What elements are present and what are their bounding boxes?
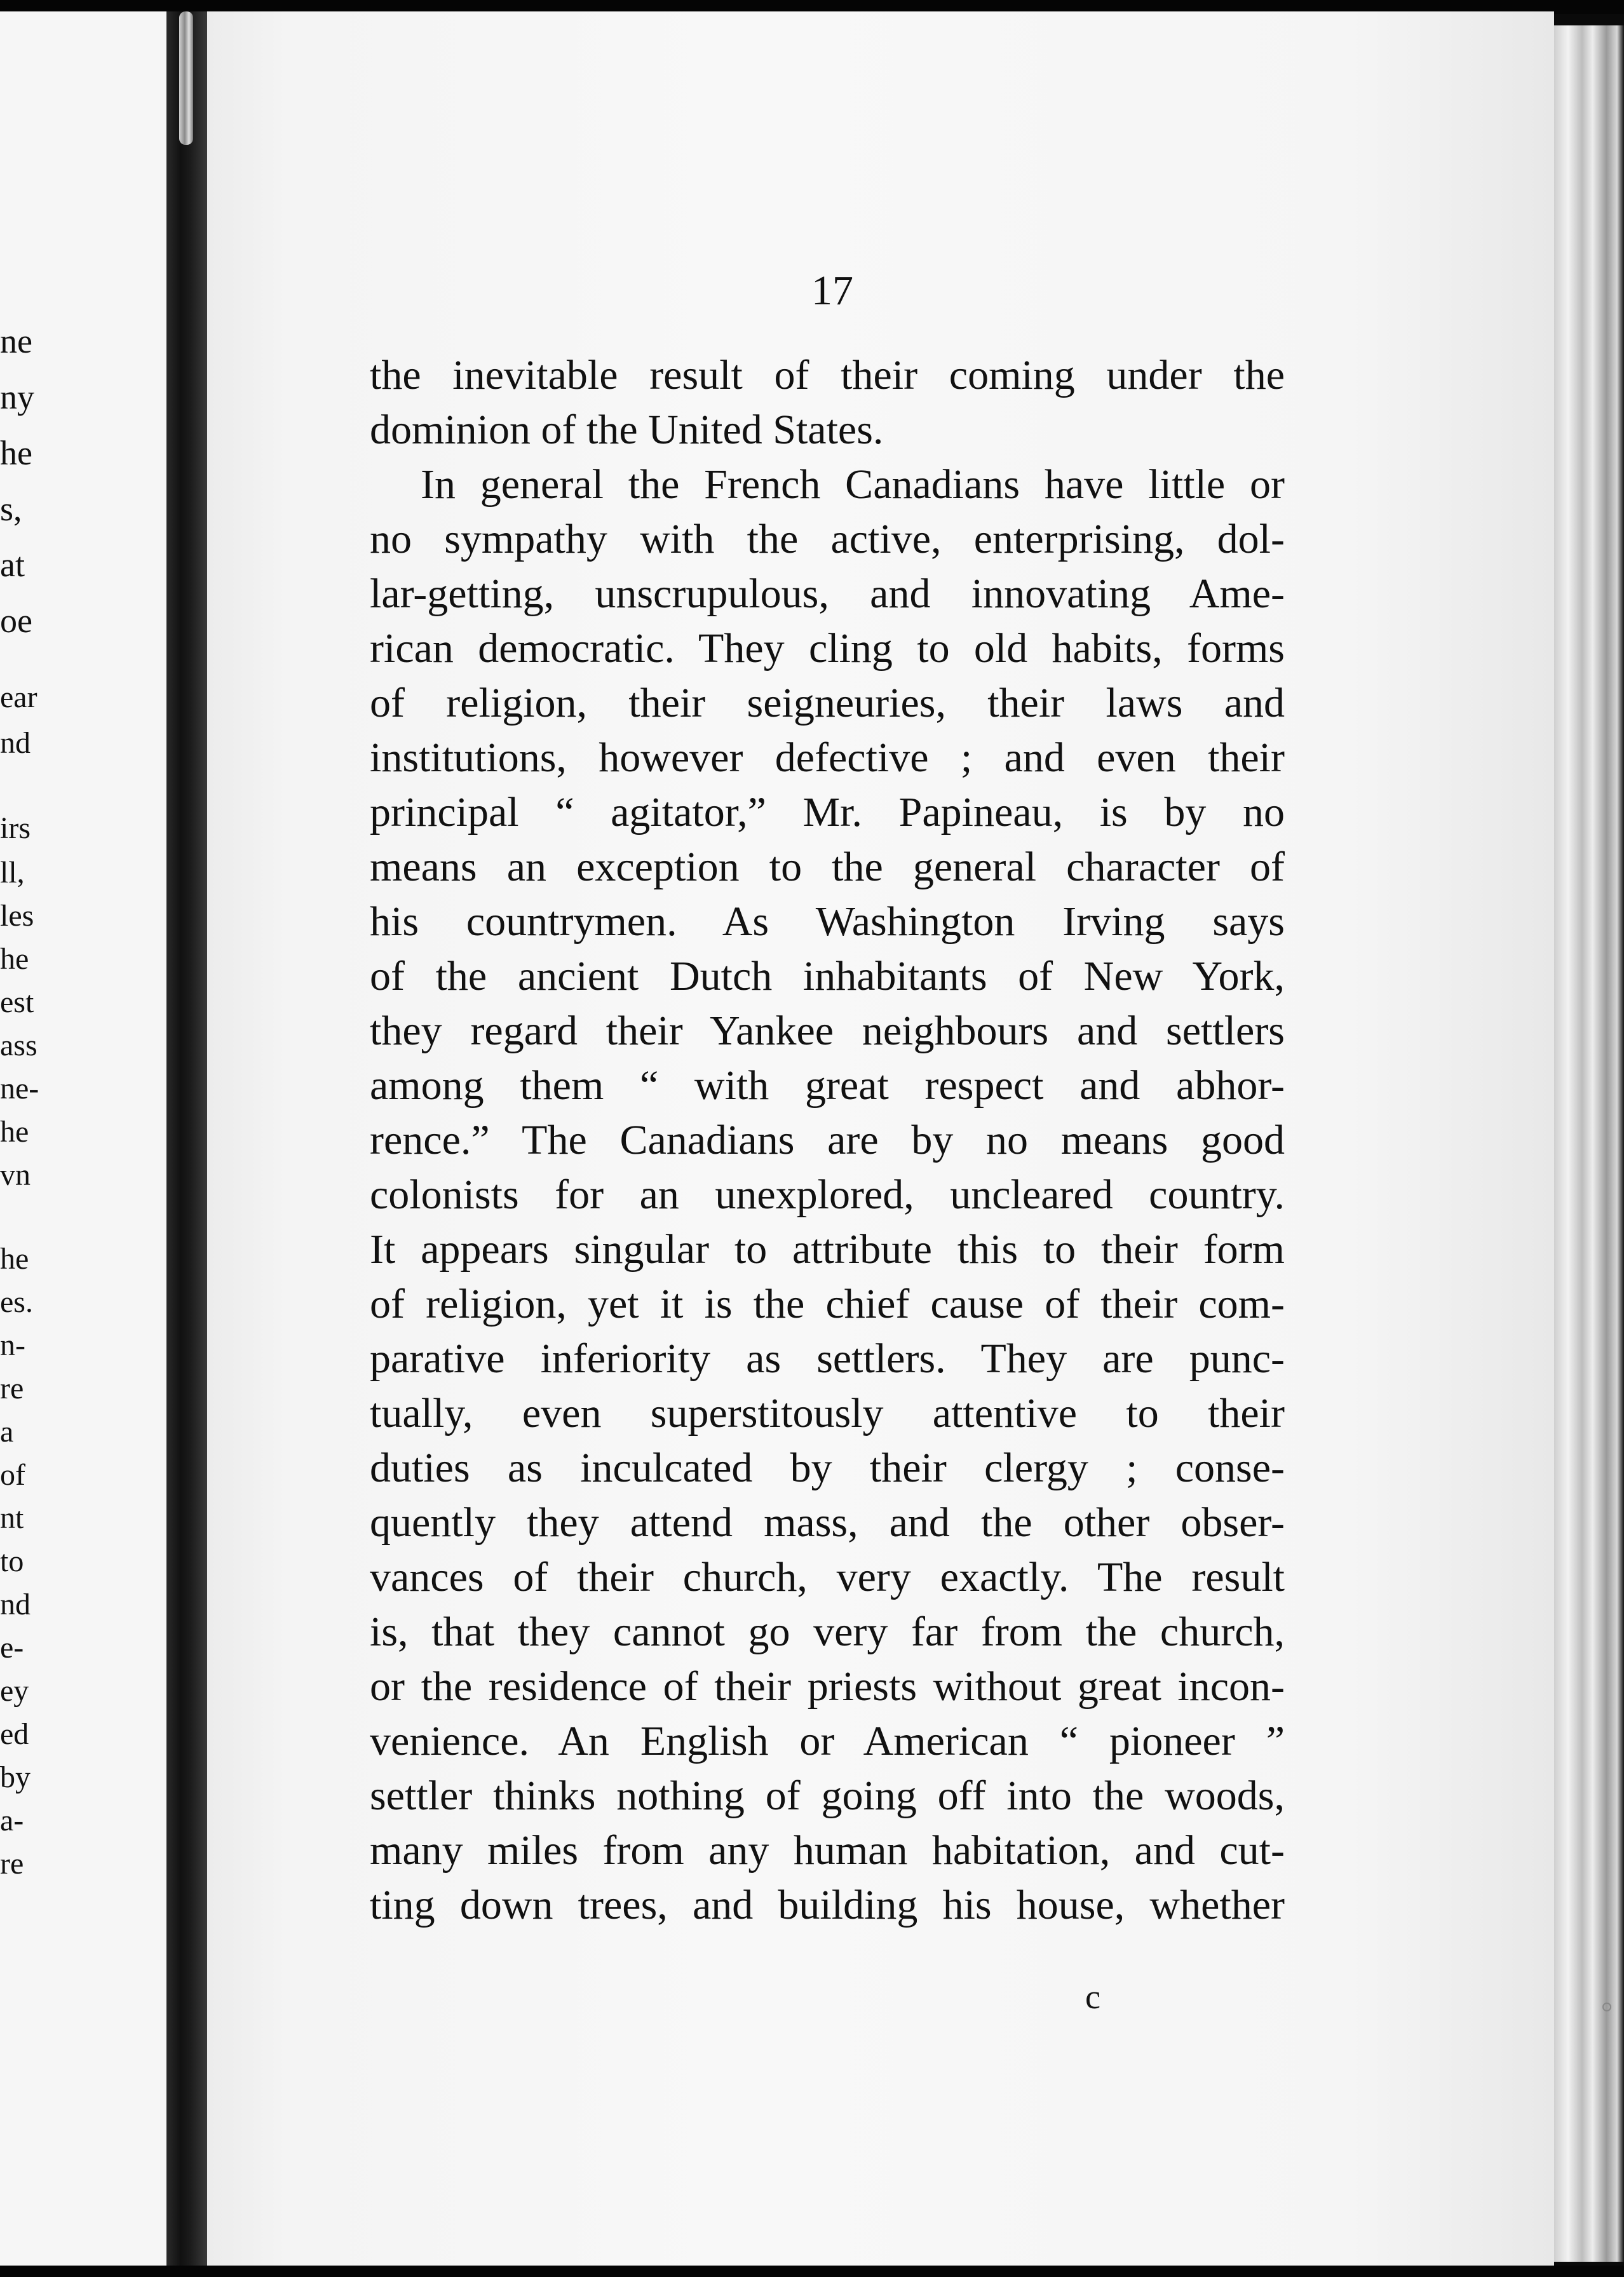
text-line: colonists for an unexplored, uncleared country.: [370, 1172, 1285, 1218]
left-fragment: irs: [0, 811, 30, 845]
text-line: among them “ with great respect and abhor-: [370, 1062, 1285, 1109]
page-stack-edge: [1554, 25, 1624, 2262]
text-line: of religion, yet it is the chief cause of their com-: [370, 1281, 1285, 1327]
previous-page-text-fragments: [0, 11, 166, 2266]
left-fragment: ne-: [0, 1072, 39, 1105]
left-fragment: a-: [0, 1804, 24, 1837]
text-line: lar-getting, unscrupulous, and innovating Ame-: [370, 571, 1285, 617]
left-fragment: nd: [0, 1588, 30, 1621]
left-fragment: oe: [0, 602, 32, 640]
text-line: tually, even superstitously attentive to their: [370, 1390, 1285, 1436]
text-line: his countrymen. As Washington Irving says: [370, 898, 1285, 945]
page-number: 17: [811, 267, 853, 314]
text-line: the inevitable result of their coming under the: [370, 352, 1285, 398]
left-fragment: es.: [0, 1285, 33, 1319]
left-fragment: s,: [0, 490, 22, 528]
left-fragment: ny: [0, 378, 34, 416]
text-line: rence.” The Canadians are by no means good: [370, 1117, 1285, 1163]
text-line: is, that they cannot go very far from the church,: [370, 1609, 1285, 1655]
text-line: institutions, however defective ; and even their: [370, 734, 1285, 781]
text-line: dominion of the United States.: [370, 407, 884, 453]
left-fragment: ear: [0, 680, 37, 714]
text-line: of religion, their seigneuries, their laws and: [370, 680, 1285, 726]
text-line: quently they attend mass, and the other obser-: [370, 1499, 1285, 1546]
left-fragment: he: [0, 1115, 29, 1149]
text-line: duties as inculcated by their clergy ; conse-: [370, 1445, 1285, 1491]
left-fragment: n-: [0, 1328, 25, 1362]
left-fragment: ed: [0, 1717, 29, 1751]
left-fragment: ne: [0, 322, 32, 360]
left-fragment: e-: [0, 1631, 24, 1665]
text-line: of the ancient Dutch inhabitants of New York,: [370, 953, 1285, 999]
left-fragment: re: [0, 1847, 24, 1881]
book-gutter: [166, 11, 207, 2266]
left-fragment: est: [0, 985, 34, 1019]
left-fragment: a: [0, 1415, 14, 1449]
text-line: or the residence of their priests without great incon-: [370, 1663, 1285, 1710]
left-fragment: by: [0, 1760, 30, 1794]
signature-mark: c: [1085, 1978, 1100, 2016]
text-line: principal “ agitator,” Mr. Papineau, is by no: [370, 789, 1285, 835]
left-fragment: ll,: [0, 856, 25, 889]
page-body-text: [370, 348, 1285, 1933]
text-line: means an exception to the general character of: [370, 844, 1285, 890]
text-line: ting down trees, and building his house, whether: [370, 1882, 1285, 1928]
scan-speck: [1602, 2003, 1611, 2011]
text-line: venience. An English or American “ pioneer ”: [370, 1718, 1285, 1764]
left-fragment: he: [0, 434, 32, 472]
left-fragment: re: [0, 1372, 24, 1405]
text-line: no sympathy with the active, enterprising, dol-: [370, 516, 1285, 562]
previous-page-edge: [0, 11, 166, 2266]
left-fragment: he: [0, 942, 29, 976]
left-fragment: nt: [0, 1501, 24, 1535]
text-line: rican democratic. They cling to old habits, forms: [370, 625, 1285, 672]
left-fragment: nd: [0, 726, 30, 760]
left-fragment: of: [0, 1458, 25, 1492]
left-fragment: he: [0, 1242, 29, 1276]
text-line: settler thinks nothing of going off into the woods,: [370, 1773, 1285, 1819]
text-line: they regard their Yankee neighbours and settlers: [370, 1008, 1285, 1054]
text-line: vances of their church, very exactly. The result: [370, 1554, 1285, 1600]
left-fragment: ey: [0, 1674, 29, 1708]
text-line: In general the French Canadians have little or: [421, 461, 1285, 508]
text-line: many miles from any human habitation, and cut-: [370, 1827, 1285, 1874]
left-fragment: les: [0, 899, 34, 933]
scan-bottom-border: [0, 2266, 1624, 2277]
left-fragment: to: [0, 1544, 24, 1578]
text-line: parative inferiority as settlers. They are punc-: [370, 1335, 1285, 1382]
text-line: It appears singular to attribute this to their form: [370, 1226, 1285, 1273]
left-fragment: vn: [0, 1158, 30, 1192]
left-fragment: ass: [0, 1029, 37, 1062]
binding-thread: [179, 11, 193, 145]
left-fragment: at: [0, 546, 25, 584]
